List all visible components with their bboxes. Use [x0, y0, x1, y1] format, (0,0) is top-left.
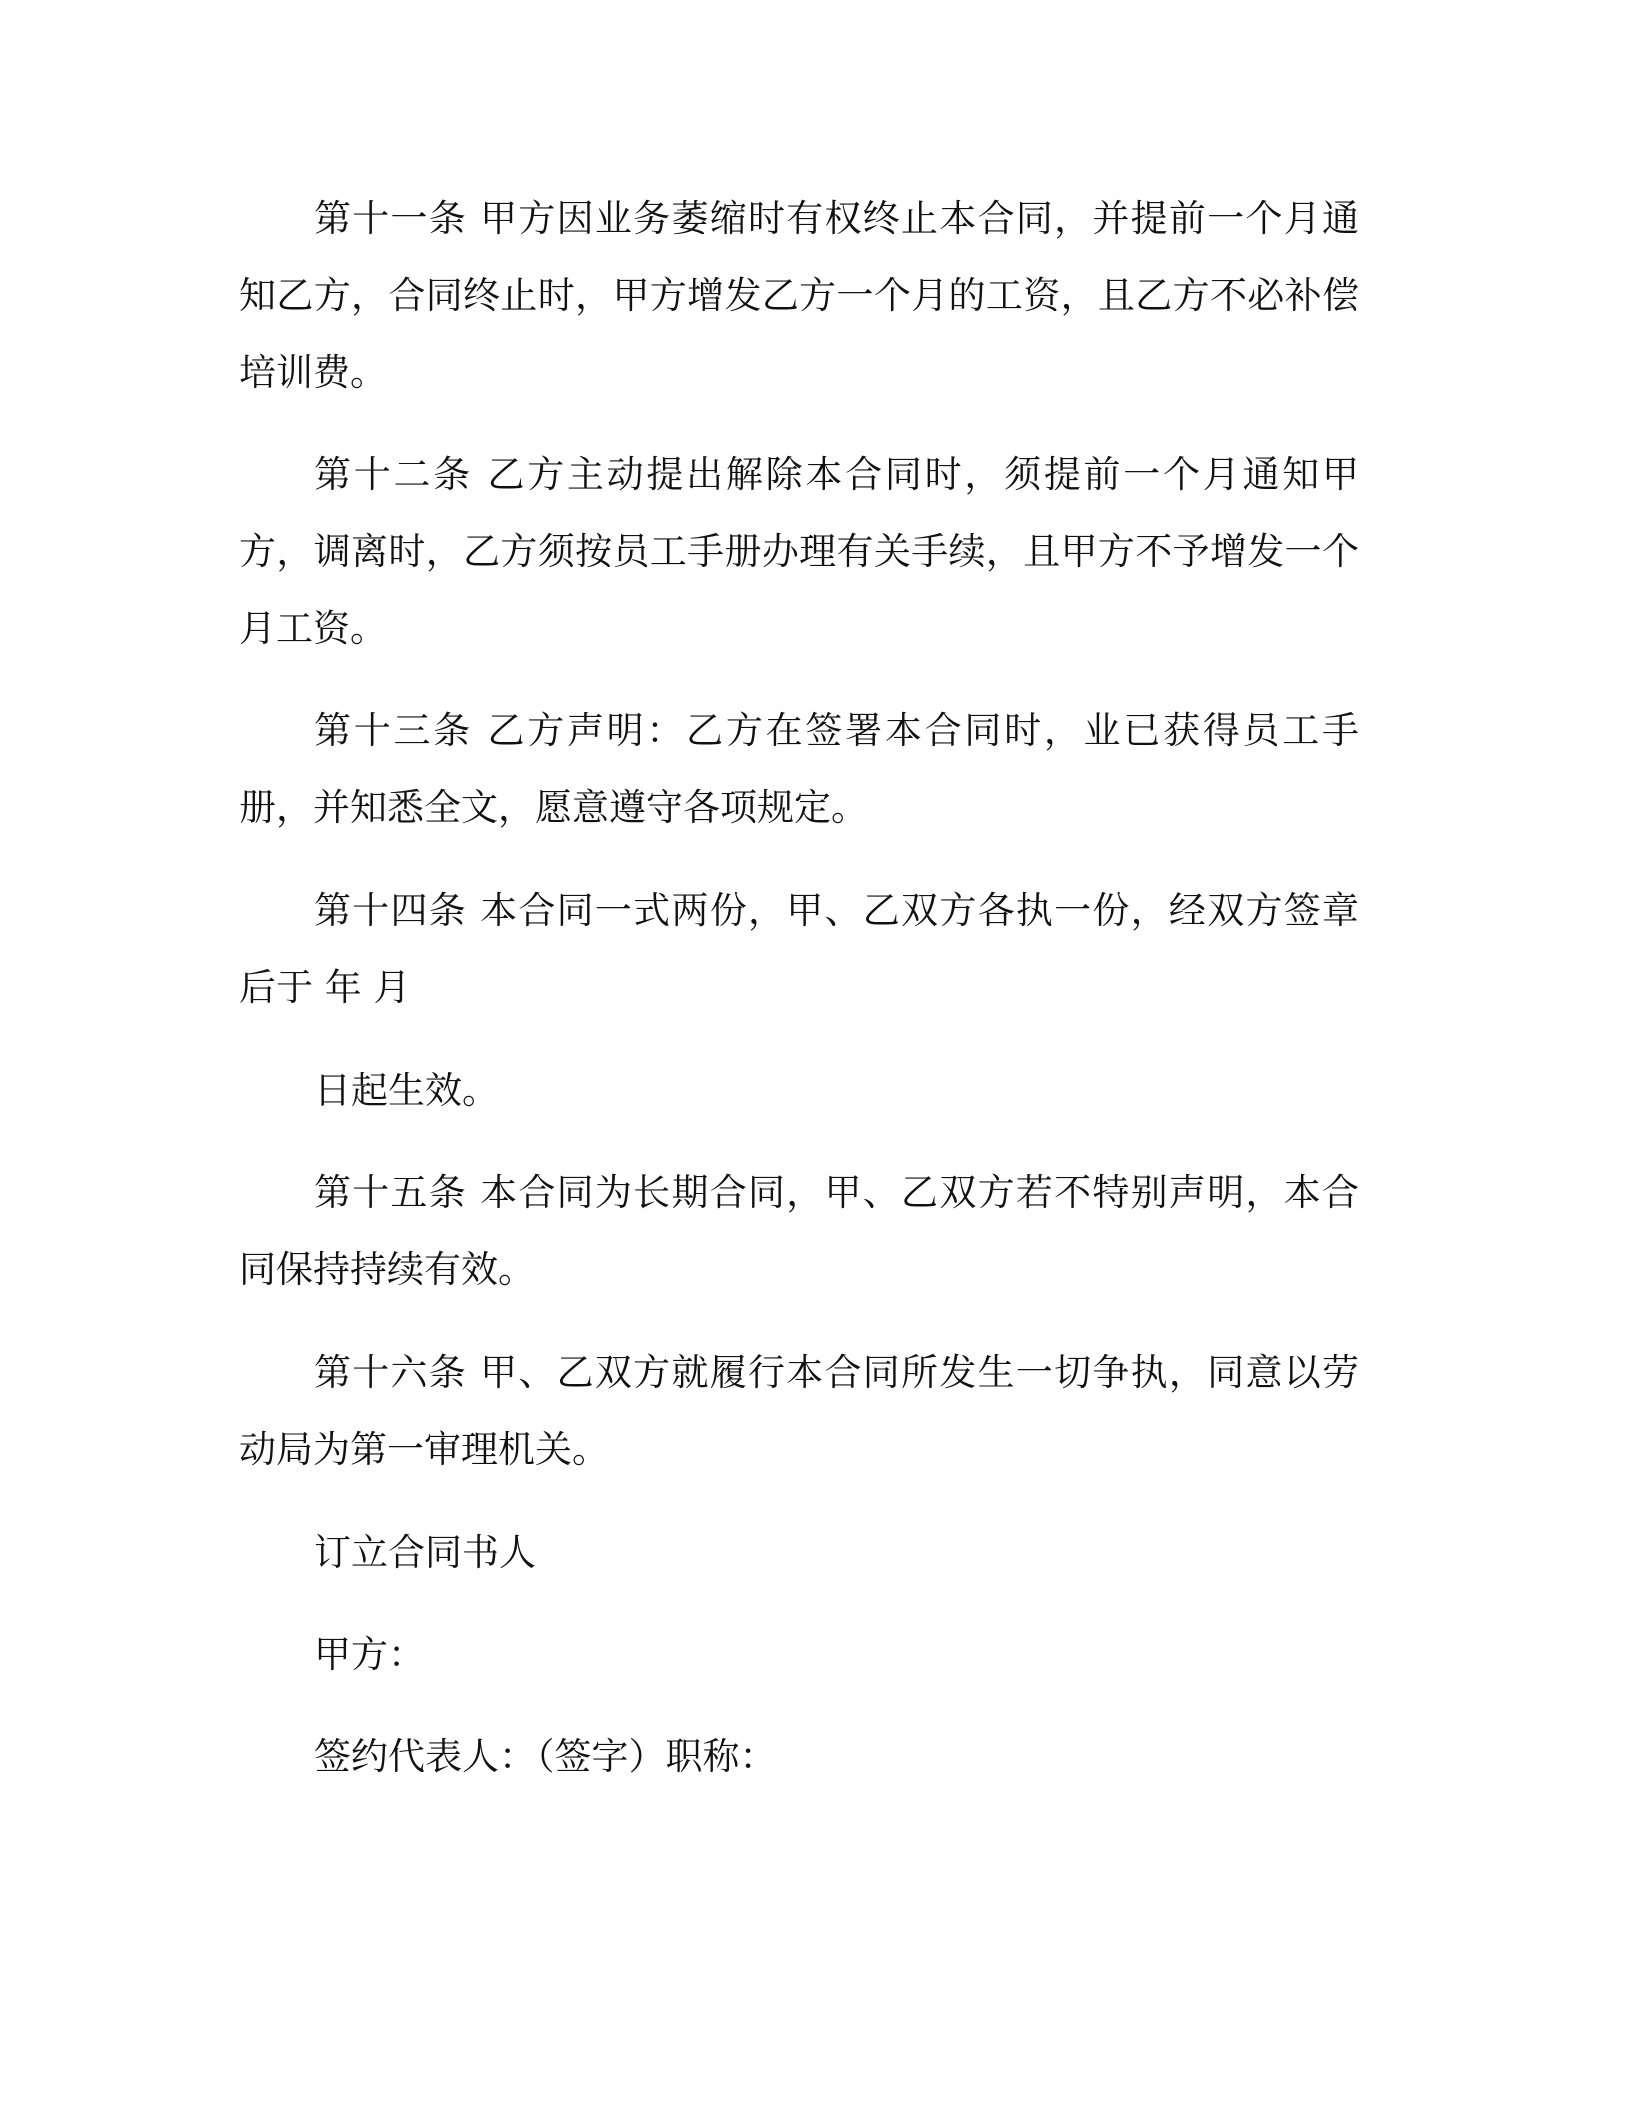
article-15: 第十五条 本合同为长期合同，甲、乙双方若不特别声明，本合同保持持续有效。: [239, 1171, 1359, 1291]
party-a-label: 甲方：: [314, 1633, 425, 1676]
article-12: 第十二条 乙方主动提出解除本合同时，须提前一个月通知甲方，调离时，乙方须按员工手册办理有关手续，且甲方不予增发一个月工资。: [239, 453, 1359, 650]
article-13: 第十三条 乙方声明：乙方在签署本合同时，业已获得员工手册，并知悉全文，愿意遵守各项规定。: [239, 709, 1359, 829]
article-14: 第十四条 本合同一式两份，甲、乙双方各执一份，经双方签章后于 年 月: [239, 889, 1359, 1009]
article-16: 第十六条 甲、乙双方就履行本合同所发生一切争执，同意以劳动局为第一审理机关。: [239, 1351, 1359, 1471]
representative-signature-line: 签约代表人：（签字）职称：: [314, 1735, 777, 1778]
article-11: 第十一条 甲方因业务萎缩时有权终止本合同，并提前一个月通知乙方，合同终止时，甲方增发乙方一个月的工资，且乙方不必补偿培训费。: [239, 197, 1359, 394]
article-14-continuation: 日起生效。: [314, 1069, 499, 1112]
signing-heading: 订立合同书人: [314, 1531, 536, 1574]
